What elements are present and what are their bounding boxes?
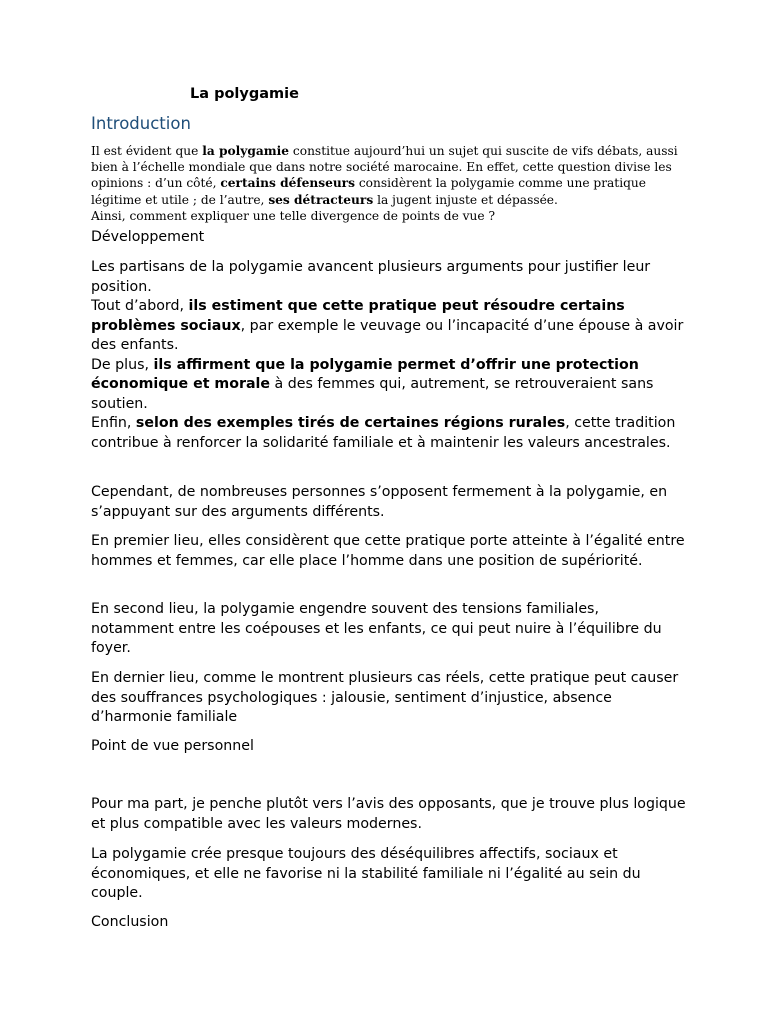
desequilibres-paragraph: La polygamie crée presque toujours des déséquilibres affectifs, sociaux et économiques, et elle ne favorise ni la stabilité familiale ni l’égalité au sein du couple. — [91, 846, 641, 901]
intro-text: Il est évident que — [91, 144, 203, 158]
document-title: La polygamie — [190, 86, 299, 102]
intro-bold-detracteurs: ses détracteurs — [268, 192, 374, 207]
argument-text: à des femmes qui, autrement, se retrouveraient sans soutien. — [91, 376, 654, 412]
argument-three — [91, 414, 686, 453]
intro-text: considèrent la polygamie comme une pratique légitime et utile ; de l’autre, — [91, 176, 646, 207]
developpement-heading: Développement — [91, 229, 205, 245]
introduction-paragraph — [91, 143, 681, 208]
intro-bold-defenseurs: certains défenseurs — [220, 176, 355, 191]
conclusion-heading: Conclusion — [91, 914, 169, 930]
opposition-paragraph: Cependant, de nombreuses personnes s’opposent fermement à la polygamie, en s’appuyant sur des arguments différents. — [91, 484, 668, 520]
partisans-intro-line: Les partisans de la polygamie avancent plusieurs arguments pour justifier leur position. — [91, 259, 651, 295]
argument-bold: selon des exemples tirés de certaines régions rurales — [135, 415, 566, 431]
argument-two — [91, 356, 686, 415]
argument-text: Tout d’abord, — [91, 298, 189, 314]
opinion-paragraph: Pour ma part, je penche plutôt vers l’avis des opposants, que je trouve plus logique et plus compatible avec les valeurs modernes. — [91, 796, 686, 832]
argument-text: De plus, — [91, 356, 154, 373]
partisans-paragraph — [91, 258, 686, 453]
intro-text: la jugent injuste et dépassée. — [373, 192, 558, 207]
intro-text: constitue aujourd’hui un sujet qui suscite de vifs débats, aussi bien à l’échelle mondiale que dans notre société marocaine. En effet, cette question divise les opinions : d’un côté, — [91, 144, 678, 191]
second-lieu-paragraph: En second lieu, la polygamie engendre souvent des tensions familiales, notamment entre les coépouses et les enfants, ce qui peut nuire à l’équilibre du foyer. — [91, 601, 662, 656]
intro-bold-polygamie: la polygamie — [202, 144, 290, 158]
argument-text: Enfin, — [91, 415, 136, 431]
dernier-lieu-paragraph: En dernier lieu, comme le montrent plusieurs cas réels, cette pratique peut causer des souffrances psychologiques : jalousie, sentiment d’injustice, absence d’harmonie familiale — [91, 670, 679, 725]
introduction-section — [91, 143, 681, 224]
argument-text: , par exemple le veuvage ou l’incapacité d’une épouse à avoir des enfants. — [91, 317, 684, 353]
argument-text: , cette tradition contribue à renforcer la solidarité familiale et à maintenir les valeurs ancestrales. — [91, 415, 676, 451]
point-de-vue-heading: Point de vue personnel — [91, 738, 254, 754]
introduction-heading: Introduction — [91, 114, 191, 133]
argument-bold: ils affirment que la polygamie permet d’offrir une protection économique et morale — [91, 356, 639, 392]
argument-bold: ils estiment que cette pratique peut résoudre certains problèmes sociaux — [91, 298, 625, 334]
argument-one — [91, 297, 686, 356]
introduction-question: Ainsi, comment expliquer une telle divergence de points de vue ? — [91, 208, 496, 223]
premier-lieu-paragraph: En premier lieu, elles considèrent que cette pratique porte atteinte à l’égalité entre hommes et femmes, car elle place l’homme dans une position de supériorité. — [91, 533, 685, 569]
